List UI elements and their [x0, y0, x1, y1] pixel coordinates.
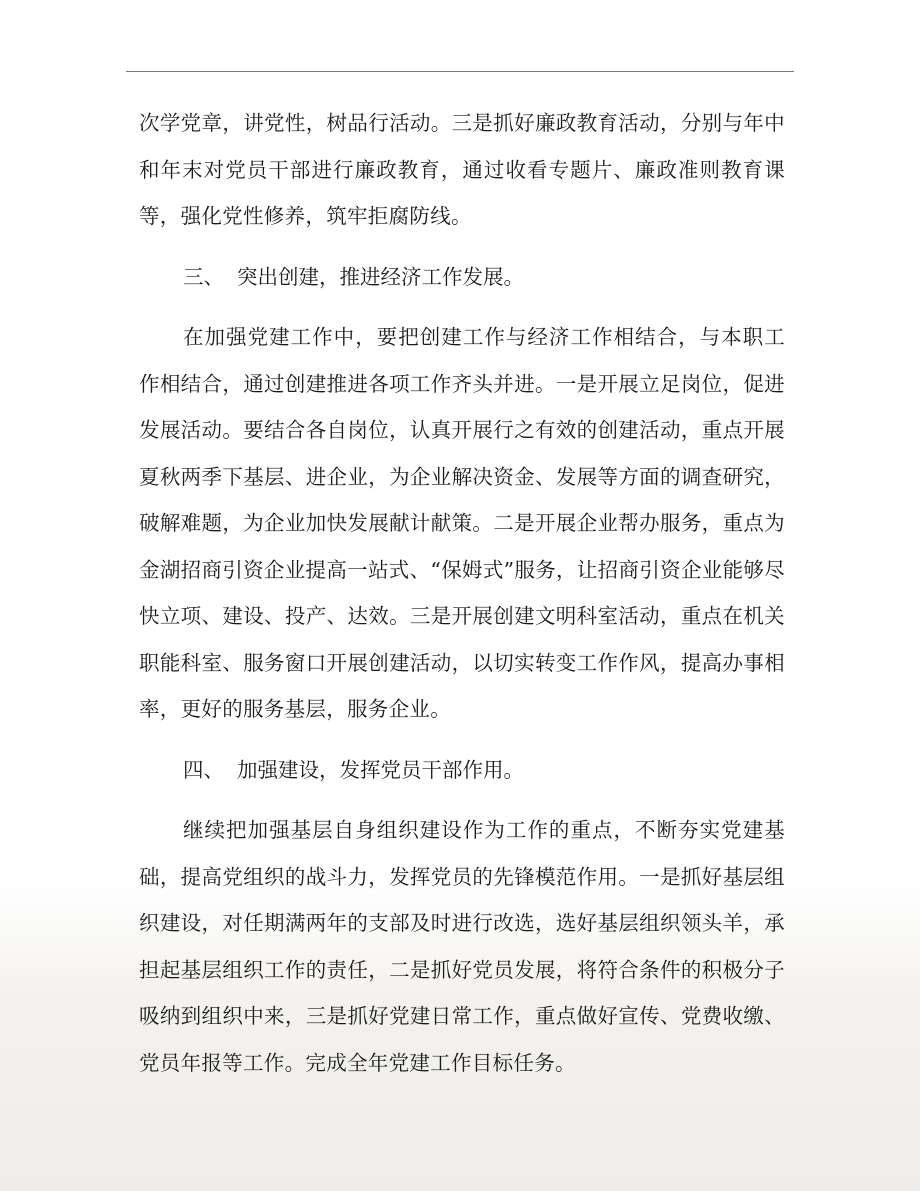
paragraph-continuation: 次学党章，讲党性，树品行活动。三是抓好廉政教育活动，分别与年中和年末对党员干部进行廉政教育，通过收看专题片、廉政准则教育课等，强化党性修养，筑牢拒腐防线。: [139, 111, 785, 228]
section-title: 加强建设，发挥党员干部作用。: [237, 757, 524, 782]
header-rule: [126, 71, 794, 72]
paragraph-body: 继续把加强基层自身组织建设作为工作的重点，不断夯实党建基础，提高党组织的战斗力，发挥党员的先锋模范作用。一是抓好基层组织建设，对任期满两年的支部及时进行改选，选好基层组织领头羊，承担起基层组织工作的责任，二是抓好党员发展，将符合条件的积极分子吸纳到组织中来，三是抓好党建日常工作，重点做好宣传、党费收缴、党员年报等工作。完成全年党建工作目标任务。: [139, 818, 785, 1075]
section-number: 四、: [183, 757, 224, 782]
section-number: 三、: [183, 264, 224, 289]
section-title: 突出创建，推进经济工作发展。: [237, 264, 524, 289]
document-body: [139, 100, 785, 1086]
paragraph-body: 在加强党建工作中，要把创建工作与经济工作相结合，与本职工作相结合，通过创建推进各项工作齐头并进。一是开展立足岗位，促进发展活动。要结合各自岗位，认真开展行之有效的创建活动，重点开展夏秋两季下基层、进企业，为企业解决资金、发展等方面的调查研究，破解难题，为企业加快发展献计献策。二是开展企业帮办服务，重点为金湖招商引资企业提高一站式、“保姆式”服务，让招商引资企业能够尽快立项、建设、投产、达效。三是开展创建文明科室活动，重点在机关职能科室、服务窗口开展创建活动，以切实转变工作作风，提高办事相率，更好的服务基层，服务企业。: [139, 325, 785, 721]
section-heading-4: [139, 747, 785, 794]
section-heading-3: [139, 254, 785, 301]
